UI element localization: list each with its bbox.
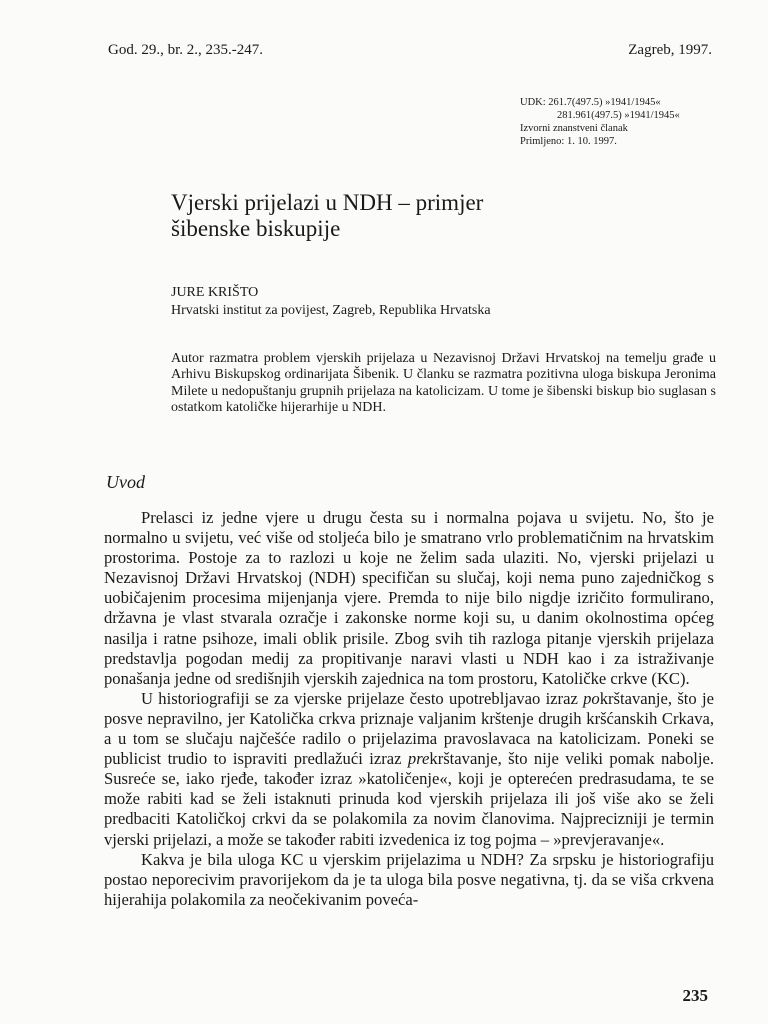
journal-issue: God. 29., br. 2., 235.-247.: [108, 42, 263, 58]
p2-emphasis-po: po: [583, 688, 600, 708]
p2-text-b: krštavanje, što je posve nepravilno, jer Katolička crkva priznaje valjanim krštenje drugih kršćanskih Crkava, a u tom se slučaju najčešće radilo o prijelazima pravoslavaca na katolicizam. Poneki se publicist trudio to ispraviti predlažući izraz: [104, 688, 714, 769]
paragraph-1: Prelasci iz jedne vjere u drugu česta su i normalna pojava u svijetu. No, što je normalno u svijetu, već više od stoljeća bilo je smatrano vrlo problematičnim na hrvatskim prostorima. Postoje za to razlozi u koje ne želim sada ulaziti. No, vjerski prijelazi u Nezavisnoj Državi Hrvatskoj (NDH) specifičan su slučaj, koji nema puno zajedničkog s uobičajenim procesima mijenjanja vjere. Premda to nije bilo nigdje izričito formulirano, državna je vlast stvarala ozračje i zakonske norme koji su, u danim okolnostima općeg nasilja i ratne psihoze, imali oblik prisile. Zbog svih tih razloga pitanje vjerskih prijelaza predstavlja pogodan medij za propitivanje naravi vlasti u NDH kao i za istraživanje ponašanja jedne od središnjih vjerskih zajednica na tom prostoru, Katoličke crkve (KC).: [104, 508, 714, 688]
place-year: Zagreb, 1997.: [628, 42, 712, 58]
received-date: Primljeno: 1. 10. 1997.: [520, 136, 617, 147]
udk-line-2: 281.961(497.5) »1941/1945«: [557, 110, 680, 121]
p2-text-c: krštavanje, što nije veliki pomak nabolje. Susreće se, iako rjeđe, također izraz »katoličenje«, koji je opterećen predrasudama, te se može rabiti kad se želi istaknuti prinuda kod vjerskih prijelaza ili još više ako se želi predbaciti Katoličkoj crkvi da se polakomila za novim članovima. Najprecizniji je termin vjerski prijelazi, a može se također rabiti izvedenica iz tog pojma – »prevjeravanje«.: [104, 749, 714, 849]
section-heading: Uvod: [106, 472, 145, 492]
p2-emphasis-pre: pre: [407, 749, 430, 769]
p2-text-a: U historiografiji se za vjerske prijelaze često upotrebljavao izraz: [141, 688, 584, 708]
paragraph-2: [104, 689, 714, 850]
title-line-1: Vjerski prijelazi u NDH – primjer: [171, 190, 484, 215]
article-title: [171, 190, 483, 242]
body-text: [104, 508, 714, 910]
author-name: JURE KRIŠTO: [171, 285, 259, 300]
article-metadata: [520, 96, 680, 148]
title-line-2: šibenske biskupije: [171, 216, 341, 241]
article-type: Izvorni znanstveni članak: [520, 123, 628, 134]
page-number: 235: [682, 986, 708, 1005]
abstract: Autor razmatra problem vjerskih prijelaza u Nezavisnoj Državi Hrvatskoj na temelju građe u Arhivu Biskupskog ordinarijata Šibenik. U članku se razmatra pozitivna uloga biskupa Jeronima Milete u nedopuštanju grupnih prijelaza na katolicizam. U tome je šibenski biskup bio suglasan s ostatkom katoličke hijerarhije u NDH.: [171, 351, 716, 416]
paragraph-3: Kakva je bila uloga KC u vjerskim prijelazima u NDH? Za srpsku je historiografiju postao neporecivim pravorijekom da je ta uloga bila posve negativna, tj. da se viša crkvena hijerahija polakomila za neočekivanim poveća-: [104, 849, 714, 909]
author-affiliation: Hrvatski institut za povijest, Zagreb, Republika Hrvatska: [171, 303, 491, 318]
udk-line-1: UDK: 261.7(497.5) »1941/1945«: [520, 97, 661, 108]
author-block: [171, 284, 491, 320]
